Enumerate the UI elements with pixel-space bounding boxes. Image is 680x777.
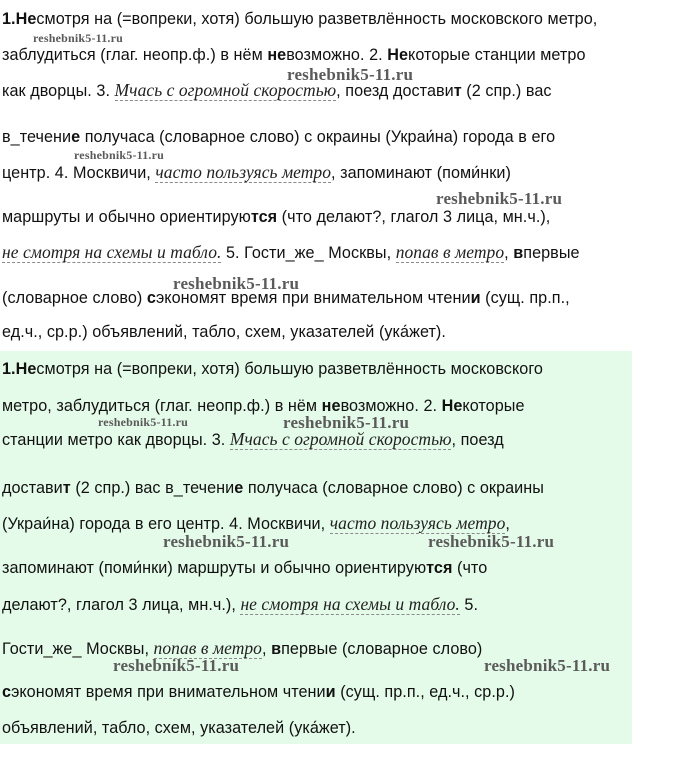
text: (что — [452, 559, 488, 577]
number: 1. — [2, 360, 16, 378]
text: возможно. 2. — [286, 46, 388, 64]
bold-prefix: не — [267, 46, 287, 64]
participle-phrase: попав в метро — [395, 242, 505, 262]
text: метро, заблудиться (глаг. неопр.ф.) в нём — [2, 397, 322, 415]
text-line — [2, 9, 597, 29]
text: (2 спр.) вас — [461, 82, 552, 100]
text-line — [2, 638, 482, 659]
text: центр. 4. Москвичи, — [2, 164, 156, 182]
number: 1. — [2, 10, 16, 28]
text-line — [2, 478, 544, 498]
watermark: reshebnik5-11.ru — [428, 532, 555, 551]
text-line — [2, 429, 504, 450]
watermark: reshebnik5-11.ru — [283, 413, 410, 432]
text: Гости_же_ Москвы, — [2, 640, 154, 658]
text: как дворцы. 3. — [2, 82, 115, 100]
bold-ending: тся — [250, 208, 278, 226]
text: в_течени — [2, 128, 72, 146]
text: смотря на (=вопреки, хотя) большую разветвлённость московского метро, — [36, 10, 598, 28]
bold-ending: е — [234, 479, 244, 497]
text: , — [261, 640, 272, 658]
text: заблудиться (глаг. неопр.ф.) в нём — [2, 46, 268, 64]
watermark: reshebnik5-11.ru — [33, 31, 123, 45]
text-line — [2, 242, 580, 263]
participle-phrase: часто пользуясь метро — [155, 162, 332, 182]
text: (Украи́на) города в его центр. 4. Москвичи, — [2, 515, 330, 533]
text-line — [2, 162, 511, 183]
text: , — [505, 515, 510, 533]
text-line — [2, 359, 543, 379]
text: делают?, глагол 3 лица, мн.ч.), — [2, 596, 241, 614]
participle-phrase: не смотря на схемы и табло. — [2, 242, 222, 262]
text: (сущ. пр.п., ед.ч., ср.р.) — [335, 683, 515, 701]
text-line — [2, 207, 550, 227]
text: ед.ч., ср.р.) объявлений, табло, схем, указателей (ука́жет). — [2, 323, 446, 341]
text: экономят время при внимательном чтени — [11, 683, 326, 701]
text: объявлений, табло, схем, указателей (ука́жет). — [2, 719, 356, 737]
participle-phrase: не смотря на схемы и табло. — [240, 594, 460, 614]
text-line — [2, 396, 525, 416]
text: запоминают (поми́нки) маршруты и обычно ориентирую — [2, 559, 427, 577]
text-line — [2, 558, 487, 578]
bold-ending: т — [62, 479, 71, 497]
bold-prefix: Не — [441, 397, 463, 415]
text: , поезд — [451, 431, 504, 449]
text: 5. — [459, 596, 479, 614]
text-line — [2, 594, 478, 615]
participle-phrase: Мчась с огромной скоростью — [114, 80, 337, 100]
text: (что делают?, глагол 3 лица, мн.ч.), — [277, 208, 551, 226]
text: станции метро как дворцы. 3. — [2, 431, 230, 449]
participle-phrase: Мчась с огромной скоростью — [229, 429, 452, 449]
text-line — [2, 513, 510, 534]
text: которые станции метро — [408, 46, 586, 64]
text: (2 спр.) вас в_течени — [70, 479, 235, 497]
watermark: reshebnik5-11.ru — [173, 274, 300, 293]
bold-prefix: Не — [387, 46, 409, 64]
text-line — [2, 80, 552, 101]
watermark: reshebnik5-11.ru — [287, 65, 414, 84]
bold-ending: и — [325, 683, 336, 701]
watermark: reshebnik5-11.ru — [98, 415, 188, 429]
text: , поезд достави — [336, 82, 454, 100]
text-line — [2, 45, 586, 65]
text: , запоминают (поми́нки) — [331, 164, 511, 182]
bold-prefix: с — [2, 683, 12, 701]
participle-phrase: попав в метро — [153, 638, 262, 658]
text: , — [504, 244, 514, 262]
text: первые — [523, 244, 580, 262]
bold-prefix: в — [271, 640, 282, 658]
bold-ending: тся — [426, 559, 453, 577]
bold-prefix: в — [513, 244, 524, 262]
text: которые — [462, 397, 525, 415]
participle-phrase: часто пользуясь метро — [329, 513, 506, 533]
watermark: reshebnik5-11.ru — [436, 189, 563, 208]
text: первые (словарное слово) — [281, 640, 483, 658]
text: достави — [2, 479, 63, 497]
watermark: reshebnik5-11.ru — [113, 656, 240, 675]
text-line — [2, 682, 515, 702]
bold-prefix: Не — [15, 360, 37, 378]
bold-prefix: Не — [15, 10, 37, 28]
watermark: reshebnik5-11.ru — [74, 148, 164, 162]
bold-ending: е — [71, 128, 81, 146]
text-line — [2, 322, 446, 342]
text: экономят время при внимательном чтени — [155, 289, 471, 307]
bold-ending: т — [453, 82, 462, 100]
watermark: reshebnik5-11.ru — [484, 656, 611, 675]
text-line — [2, 718, 356, 738]
text: получаса (словарное слово) с окраины — [243, 479, 544, 497]
bold-prefix: не — [321, 397, 341, 415]
text: 5. Гости_же_ Москвы, — [221, 244, 396, 262]
text: маршруты и обычно ориентирую — [2, 208, 251, 226]
text: получаса (словарное слово) с окраины (Украи́на) города в его — [80, 128, 556, 146]
text: (словарное слово) — [2, 289, 147, 307]
bold-prefix: с — [146, 289, 156, 307]
watermark: reshebnik5-11.ru — [163, 532, 290, 551]
text: смотря на (=вопреки, хотя) большую разветвлённость московского — [36, 360, 543, 378]
text-line — [2, 127, 555, 147]
bold-ending: и — [470, 289, 481, 307]
text: (сущ. пр.п., — [480, 289, 570, 307]
text: возможно. 2. — [340, 397, 442, 415]
